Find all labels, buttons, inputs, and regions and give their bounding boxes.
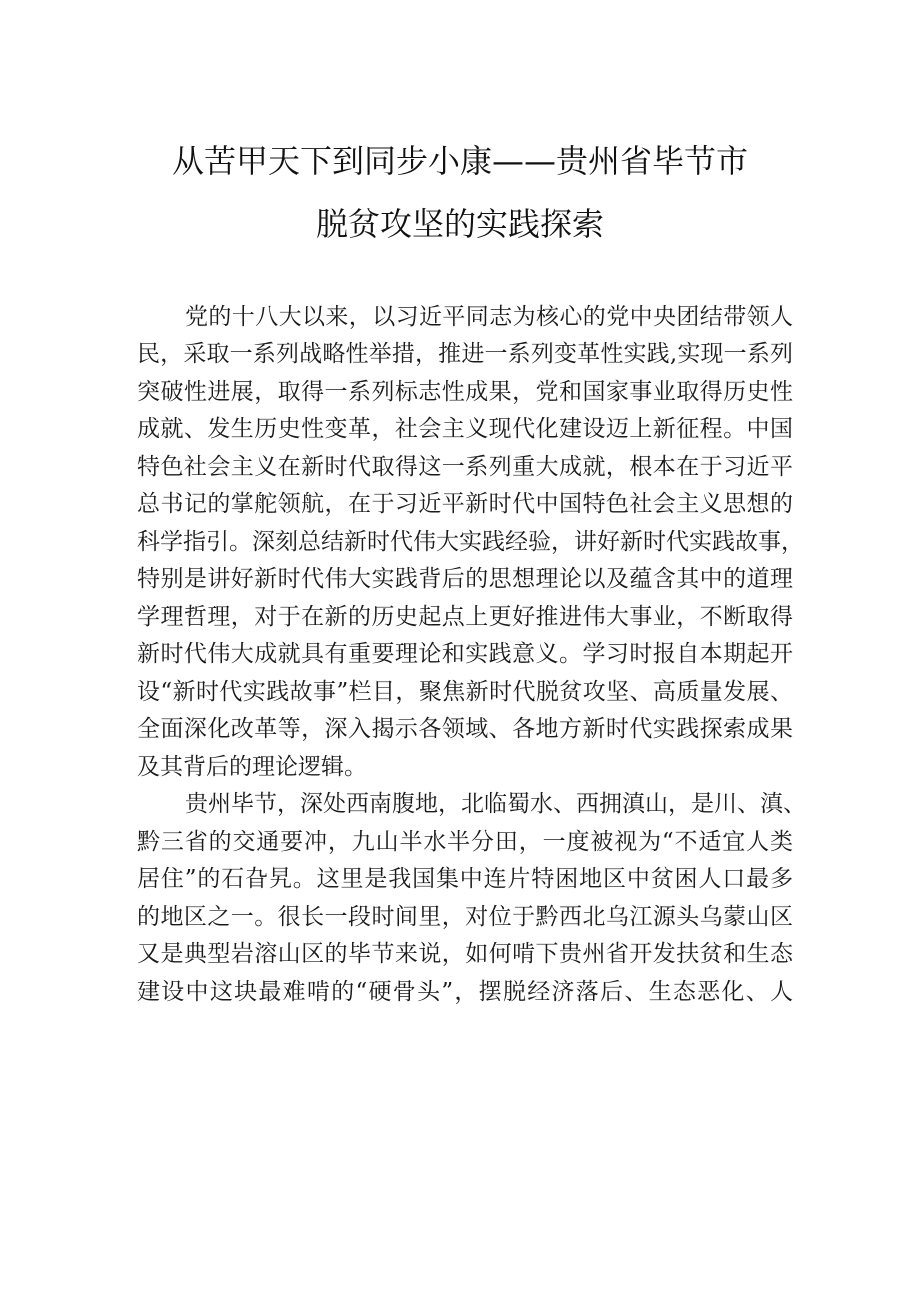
- paragraph-1-line-10: 新时代伟大成就具有重要理论和实践意义。学习时报自本期起开: [137, 641, 793, 667]
- paragraph-2-line-4: 的地区之一。很长一段时间里，对位于黔西北乌江源头乌蒙山区: [137, 904, 793, 930]
- paragraph-2-line-2: 黔三省的交通要冲，九山半水半分田，一度被视为“不适宜人类: [137, 829, 793, 855]
- paragraph-1-line-7: 科学指引。深刻总结新时代伟大实践经验，讲好新时代实践故事，: [137, 529, 804, 555]
- document-title-line-2: 脱贫攻坚的实践探索: [315, 205, 604, 243]
- paragraph-1-line-5: 特色社会主义在新时代取得这一系列重大成就，根本在于习近平: [137, 454, 793, 480]
- paragraph-1-line-1: 党的十八大以来，以习近平同志为核心的党中央团结带领人: [185, 304, 793, 330]
- paragraph-1-line-12: 全面深化改革等，深入揭示各领域、各地方新时代实践探索成果: [137, 716, 793, 742]
- paragraph-1-line-4: 成就、发生历史性变革，社会主义现代化建设迈上新征程。中国: [137, 416, 793, 442]
- paragraph-2-line-6: 建设中这块最难啃的“硬骨头”，摆脱经济落后、生态恶化、人: [137, 979, 793, 1005]
- paragraph-2-line-5: 又是典型岩溶山区的毕节来说，如何啃下贵州省开发扶贫和生态: [137, 941, 793, 967]
- paragraph-1-line-2: 民，采取一系列战略性举措，推进一系列变革性实践,实现一系列: [137, 341, 793, 367]
- paragraph-1-line-11: 设“新时代实践故事”栏目，聚焦新时代脱贫攻坚、高质量发展、: [137, 679, 793, 705]
- paragraph-1-line-9: 学理哲理，对于在新的历史起点上更好推进伟大事业，不断取得: [137, 604, 793, 630]
- paragraph-1-line-3: 突破性进展，取得一系列标志性成果，党和国家事业取得历史性: [137, 379, 793, 405]
- paragraph-1-line-13: 及其背后的理论逻辑。: [137, 754, 367, 780]
- paragraph-2-line-3: 居住”的石旮旯。这里是我国集中连片特困地区中贫困人口最多: [137, 866, 793, 892]
- paragraph-1-line-8: 特别是讲好新时代伟大实践背后的思想理论以及蕴含其中的道理: [137, 566, 793, 592]
- document-title-line-1: 从苦甲天下到同步小康——贵州省毕节市: [171, 142, 748, 180]
- paragraph-1-line-6: 总书记的掌舵领航，在于习近平新时代中国特色社会主义思想的: [137, 491, 793, 517]
- paragraph-2-line-1: 贵州毕节，深处西南腹地，北临蜀水、西拥滇山，是川、滇、: [185, 791, 806, 817]
